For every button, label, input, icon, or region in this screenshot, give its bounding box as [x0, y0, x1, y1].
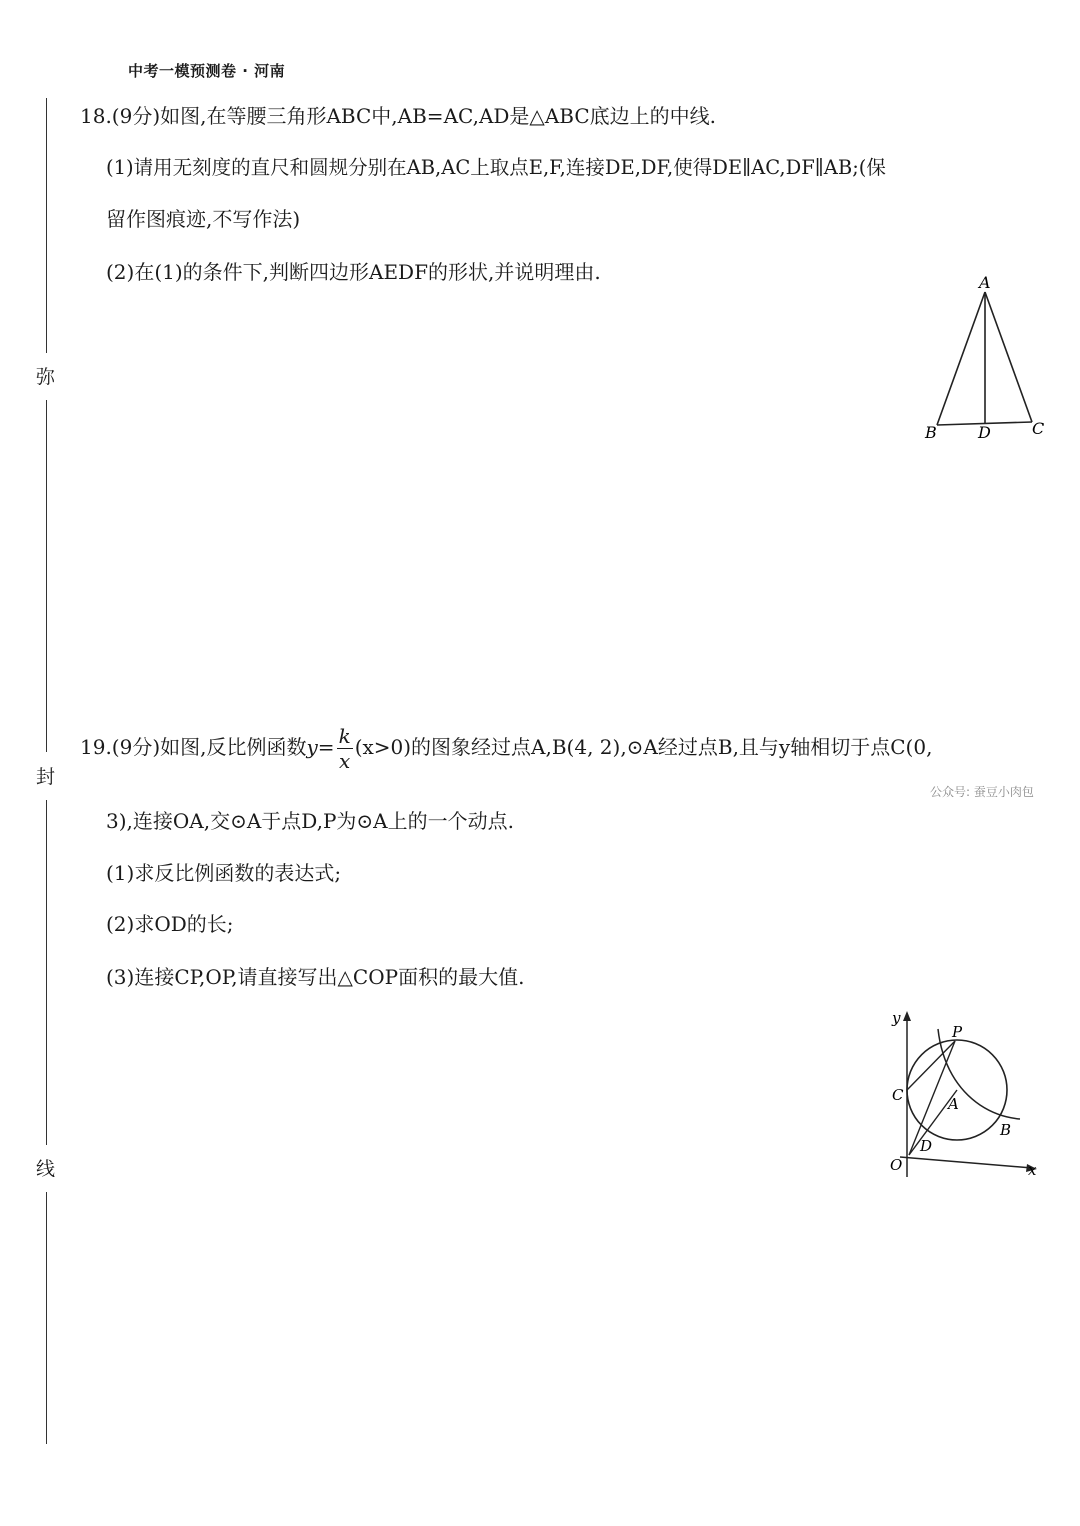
q19-label-c: C [892, 1086, 904, 1104]
q19-frac-num: k [338, 724, 351, 748]
q18-part1-line1: (1)请用无刻度的直尺和圆规分别在AB,AC上取点E,F,连接DE,DF,使得DE∥AC,DF∥AB;(保 [106, 156, 886, 179]
q19-title [80, 726, 932, 771]
q19-title-post: (x>0)的图象经过点A,B(4, 2),⊙A经过点B,且与y轴相切于点C(0, [354, 735, 933, 759]
q19-figure [880, 1005, 1050, 1185]
q18-title: 18.(9分)如图,在等腰三角形ABC中,AB=AC,AD是△ABC底边上的中线. [80, 104, 716, 128]
q18-label-b: B [925, 423, 937, 442]
margin-char-mi: 弥 [36, 366, 56, 388]
q18-part2: (2)在(1)的条件下,判断四边形AEDF的形状,并说明理由. [106, 260, 601, 284]
margin-char-feng: 封 [36, 766, 56, 788]
q18-side-ac [985, 292, 1032, 422]
q18-part1-line2: 留作图痕迹,不写作法) [106, 207, 301, 231]
margin-line-2 [46, 400, 47, 752]
q19-y-arrow [903, 1011, 911, 1021]
q19-line2: 3),连接OA,交⊙A于点D,P为⊙A上的一个动点. [106, 809, 514, 833]
q19-part1: (1)求反比例函数的表达式; [106, 861, 342, 885]
q19-label-o: O [890, 1156, 903, 1174]
q18-label-a: A [979, 273, 991, 292]
q19-frac-den: x [338, 749, 351, 773]
q19-title-pre: 19.(9分)如图,反比例函数 [80, 735, 307, 759]
q19-label-b: B [1000, 1121, 1012, 1139]
q19-label-x: x [1028, 1161, 1037, 1179]
q19-func-lhs: y= [306, 735, 335, 759]
page-header: 中考一模预测卷 · 河南 [128, 62, 286, 80]
q19-label-a: A [948, 1095, 959, 1113]
q18-label-d: D [978, 423, 991, 442]
q19-part2: (2)求OD的长; [106, 912, 234, 936]
q18-figure [915, 270, 1055, 450]
q19-label-p: P [952, 1023, 963, 1041]
q18-side-ab [937, 292, 985, 425]
q19-fraction [337, 726, 353, 771]
margin-line-1 [46, 98, 47, 353]
q19-label-y: y [892, 1009, 901, 1027]
q19-part3: (3)连接CP,OP,请直接写出△COP面积的最大值. [106, 965, 525, 989]
q19-x-axis [900, 1157, 1032, 1168]
margin-line-3 [46, 800, 47, 1145]
watermark: 公众号: 蚕豆小肉包 [930, 785, 1034, 799]
margin-line-4 [46, 1192, 47, 1444]
q19-label-d: D [920, 1137, 933, 1155]
margin-char-xian: 线 [36, 1158, 56, 1180]
q18-label-c: C [1032, 419, 1045, 438]
